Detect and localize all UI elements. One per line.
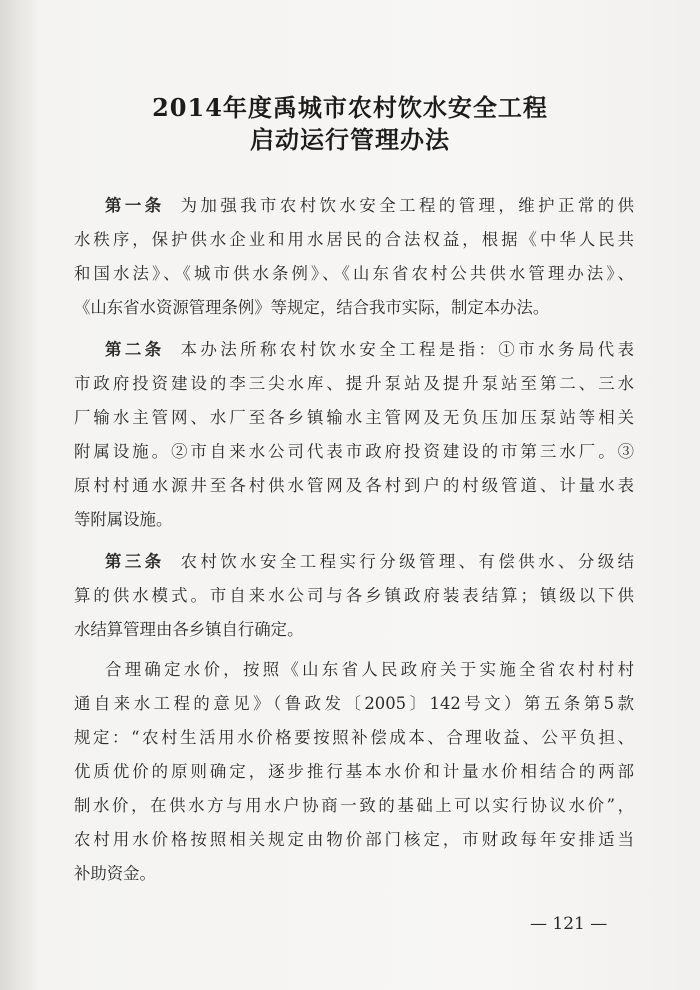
article-3-line-1 bbox=[105, 551, 634, 573]
article-1-text-1: 为加强我市农村饮水安全工程的管理，维护正常的供 bbox=[180, 196, 634, 215]
article-1-line-2: 水秩序，保护供水企业和用水居民的合法权益，根据《中华人民共 bbox=[74, 230, 634, 249]
water-price-line-5: 制水价，在供水方与用水户协商一致的基础上可以实行协议水价”， bbox=[74, 796, 634, 815]
article-3-label: 第三条 bbox=[105, 552, 165, 571]
water-price-line-7: 补助资金。 bbox=[74, 864, 156, 883]
document-title-line-1: 2014年度禹城市农村饮水安全工程 bbox=[152, 93, 548, 122]
article-2-line-3: 厂输水主管网、水厂至各乡镇输水主管网及无负压加压泵站等相关 bbox=[74, 408, 634, 427]
article-3-line-2: 算的供水模式。市自来水公司与各乡镇政府装表结算；镇级以下供 bbox=[74, 586, 634, 605]
article-2-label: 第二条 bbox=[105, 340, 165, 359]
page-number: — 121 — bbox=[530, 914, 608, 934]
article-1-line-1 bbox=[105, 195, 634, 217]
article-2-line-1 bbox=[105, 339, 634, 361]
article-3-text-1: 农村饮水安全工程实行分级管理、有偿供水、分级结 bbox=[180, 552, 634, 571]
water-price-line-4: 优质优价的原则确定，逐步推行基本水价和计量水价相结合的两部 bbox=[74, 762, 634, 781]
article-2-line-5: 原村村通水源井至各村供水管网及各村到户的村级管道、计量水表 bbox=[74, 476, 634, 495]
article-1-label: 第一条 bbox=[105, 196, 165, 215]
document-title-line-2: 启动运行管理办法 bbox=[250, 125, 450, 154]
article-2-line-4: 附属设施。②市自来水公司代表市政府投资建设的市第三水厂。③ bbox=[74, 442, 634, 461]
water-price-line-6: 农村用水价格按照相关规定由物价部门核定，市财政每年安排适当 bbox=[74, 830, 634, 849]
article-2-text-1: 本办法所称农村饮水安全工程是指：①市水务局代表 bbox=[180, 340, 634, 359]
article-2-line-2: 市政府投资建设的李三尖水库、提升泵站及提升泵站至第二、三水 bbox=[74, 374, 634, 393]
article-1-line-3: 和国水法》、《城市供水条例》、《山东省农村公共供水管理办法》、 bbox=[74, 264, 634, 283]
water-price-line-2: 通自来水工程的意见》（鲁政发〔2005〕142号文）第五条第5款 bbox=[74, 694, 634, 713]
article-2-line-6: 等附属设施。 bbox=[74, 510, 173, 529]
article-3-line-3: 水结算管理由各乡镇自行确定。 bbox=[74, 620, 304, 639]
water-price-line-3: 规定：“农村生活用水价格要按照补偿成本、合理收益、公平负担、 bbox=[74, 728, 634, 747]
water-price-line-1: 合理确定水价，按照《山东省人民政府关于实施全省农村村村 bbox=[105, 660, 634, 679]
article-1-line-4: 《山东省水资源管理条例》等规定，结合我市实际，制定本办法。 bbox=[74, 298, 550, 317]
